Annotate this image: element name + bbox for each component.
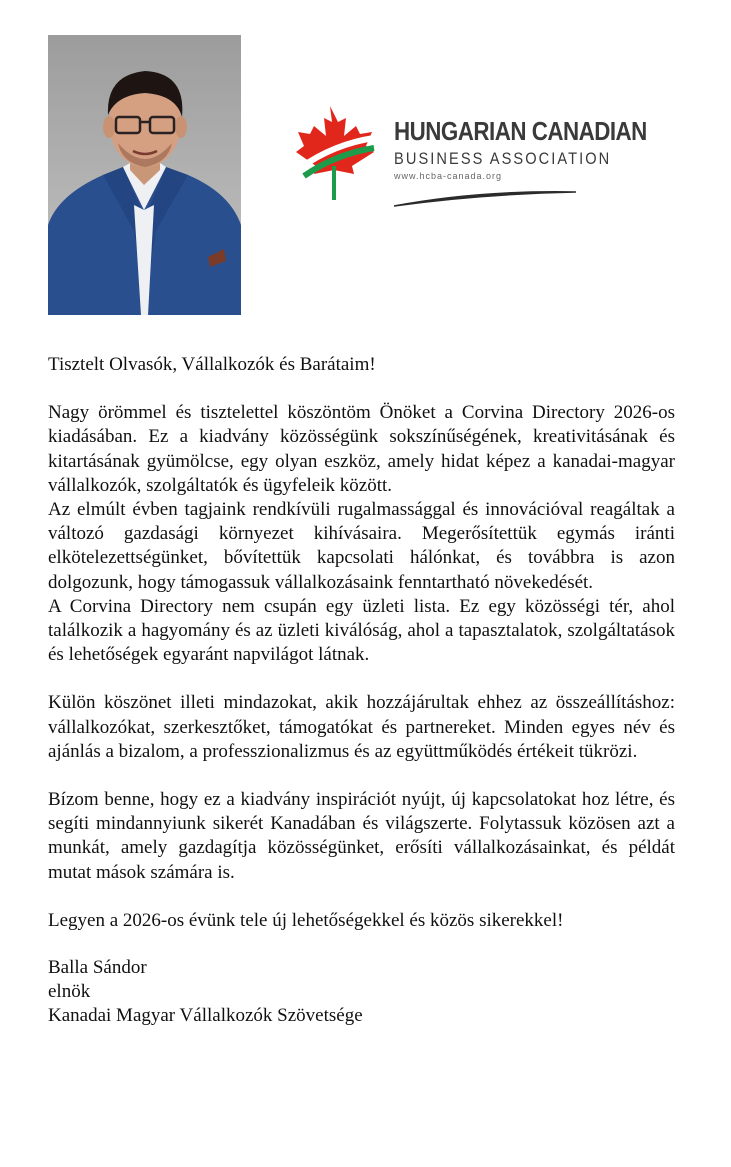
paragraph-2: Az elmúlt évben tagjaink rendkívüli rugalmassággal és innovációval reagáltak a változó gazdasági környezet kihívásaira. Megerősítettük egymás iránti elkötelezettségünket, bővítettük kapcsolati hálónkat, és továbbra is azon dolgozunk, hogy támogassuk vállalkozásaink fenntartható növekedését.	[48, 499, 675, 593]
hcba-logo	[290, 100, 650, 210]
logo-title: HUNGARIAN CANADIAN	[394, 116, 647, 146]
signature-name: Balla Sándor	[48, 957, 147, 979]
logo-subtitle: BUSINESS ASSOCIATION	[394, 149, 612, 168]
paragraph-4: Külön köszönet illeti mindazokat, akik hozzájárultak ehhez az összeállításhoz: vállalkozókat, szerkesztőket, támogatókat és partnereket. Minden egyes név és ajánlás a bizalom, a professzionalizmus és az együttműködés értékeit tükrözi.	[48, 692, 675, 762]
letter-body	[48, 353, 675, 1029]
greeting: Tisztelt Olvasók, Vállalkozók és Barátaim!	[48, 354, 376, 375]
paragraph-3: A Corvina Directory nem csupán egy üzleti lista. Ez egy közösségi tér, ahol találkozik a hagyomány és az üzleti kiválóság, ahol a tapasztalatok, szolgáltatások és lehetőségek egyaránt napvilágot látnak.	[48, 595, 675, 666]
maple-leaf-icon	[294, 104, 376, 202]
portrait-photo	[48, 35, 241, 315]
closing-line: Legyen a 2026-os évünk tele új lehetőségekkel és közös sikerekkel!	[48, 909, 564, 931]
signature-block	[48, 956, 675, 1029]
logo-swoosh	[390, 186, 580, 208]
signature-organization: Kanadai Magyar Vállalkozók Szövetsége	[48, 1005, 363, 1027]
paragraph-1: Nagy örömmel és tisztelettel köszöntöm Önöket a Corvina Directory 2026-os kiadásában. Ez a kiadvány közösségünk sokszínűségének, kreativitásának és kitartásának gyümölcse, egy olyan eszköz, amely hidat képez a kanadai-magyar vállalkozók, szolgáltatók és ügyfeleik között.	[48, 402, 675, 496]
logo-url: www.hcba-canada.org	[394, 171, 503, 181]
paragraph-5: Bízom benne, hogy ez a kiadvány inspirációt nyújt, új kapcsolatokat hoz létre, és segíti mindannyiunk sikerét Kanadában és világszerte. Folytassuk közösen azt a munkát, amely gazdagítja közösségünket, erősíti vállalkozásainkat, és példát mutat mások számára is.	[48, 789, 675, 883]
signature-role: elnök	[48, 981, 91, 1003]
